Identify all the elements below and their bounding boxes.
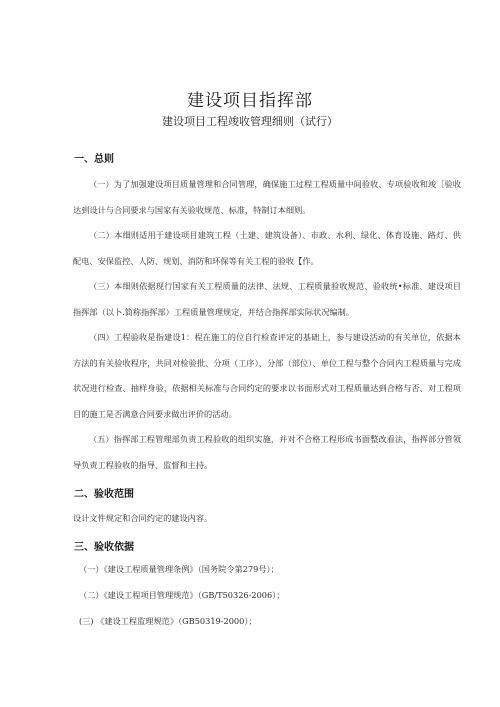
list-item: (三) 《建设工程监理规范》（GB50319-2000）； xyxy=(79,616,257,626)
paragraph: （三）本细则依据现行国家有关工程质量的法律、法规、工程质量验收规范、验收统•标准、建设项目指挥部（以卜.简称指挥部）工程质量管理规定，并结合指挥部实际状况编制。 xyxy=(73,281,461,317)
paragraph: （二）本细则适用于建设项目建筑工程（土建、建筑设备）、市政、水利、绿化、体育设施、路灯、供配电、安保监控、人防、规划、消防和环保等有关工程的验收【作。 xyxy=(73,230,461,266)
document-title: 建设项目指挥部 xyxy=(187,91,313,111)
section-heading-scope: 二、验收范围 xyxy=(74,489,134,500)
section-heading-basis: 三、验收依据 xyxy=(74,542,134,553)
list-item: （一）《建设工程质量管理条例》（国务院令第279号）； xyxy=(79,564,279,574)
section-heading-general: 一、总则 xyxy=(74,154,114,165)
paragraph: （四）工程验收是指建设1：程在施工的位自行检查评定的基础上，参与建设活动的有关单位，依据本方法的有关验收程序，共同对检验批、分项（工序）、分部（部位）、单位工程与整个合同内工程质量与完成状况进行检查、抽样身验，依据相关标准与合同约定的要求以书面形式对工程质量达到合格与否、对工程项目的施工是否满意合同要求做出评价的活动。 xyxy=(73,332,461,419)
list-item: （二）《建设工程项目管理规范》（GB/T50326-2006）； xyxy=(79,590,285,600)
document-subtitle: 建设项目工程竣收管理细则（试行） xyxy=(162,115,338,128)
paragraph: （五）指挥部工程管理部负责工程验收的组织实施，并对不合格工程形成书面整改看法，指挥部分管领导负责工程验收的指导、监督和主持。 xyxy=(73,434,461,470)
paragraph: 设计文件规定和合同约定的建设内容。 xyxy=(73,513,213,523)
paragraph: （一）为了加强建设项目质量管理和合同管理，确保施工过程工程质量中间验收、专项验收和竣［验收达到设计与合同要求与国家有关验收规范、标准，特制订本细则。 xyxy=(73,179,461,215)
